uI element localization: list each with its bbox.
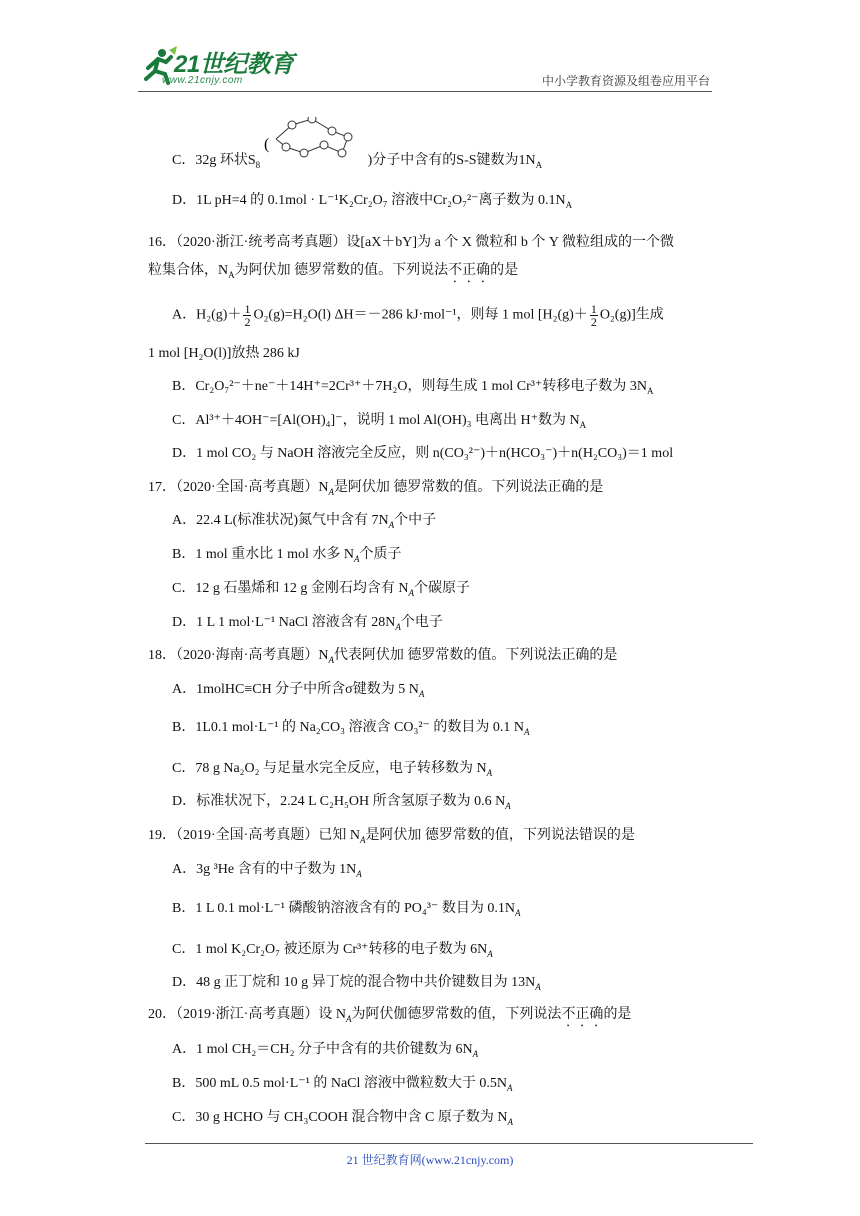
q16-option-b: B．Cr₂O₇²⁻＋ne⁻＋14H⁺=2Cr³⁺＋7H₂O，则每生成 1 mol Cr³⁺转移电子数为 $3N_A$ [172, 379, 654, 396]
q16-stem-line1: 16．（2020·浙江·统考高考真题）设[aX＋bY]为 a 个 X 微粒和 b 个 Y 微粒组成的一个微 [148, 235, 674, 250]
q18-stem: 18．（2020·海南·高考真题）$N_A$代表阿伏加 德罗常数的值。下列说法正确的是 [148, 648, 618, 665]
s8-ring-structure [264, 135, 368, 187]
q20-option-c: C．30 g HCHO 与 CH₃COOH 混合物中含 C 原子数为 $N_A$ [172, 1110, 513, 1127]
q19-option-d: D．48 g 正丁烷和 10 g 异丁烷的混合物中共价键数目为 $13N_A$ [172, 975, 541, 992]
q18-option-c: C．78 g Na₂O₂ 与足量水完全反应，电子转移数为 $N_A$ [172, 761, 493, 778]
page-header [0, 0, 860, 100]
q17-option-d: D．1 L 1 mol·L⁻¹ NaCl 溶液含有 $28N_A$个电子 [172, 615, 443, 632]
q18-option-b: B．1L0.1 mol·L⁻¹ 的 Na₂CO₃ 溶液含 CO₃²⁻ 的数目为 0.1 $N_A$ [172, 720, 530, 737]
q17-stem: 17．（2020·全国·高考真题）$N_A$是阿伏加 德罗常数的值。下列说法正确的是 [148, 480, 604, 497]
footer-divider [145, 1143, 753, 1144]
q17-option-c: C．12 g 石墨烯和 12 g 金刚石均含有 $N_A$个碳原子 [172, 581, 470, 598]
q20-option-b: B．500 mL 0.5 mol·L⁻¹ 的 NaCl 溶液中微粒数大于 $0.5N_A$ [172, 1076, 513, 1093]
logo-text: 21世纪教育 [174, 51, 294, 78]
q20-stem: 20．（2019·浙江·高考真题）设 $N_A$为阿伏伽德罗常数的值，下列说法不正确的是 [148, 1007, 632, 1024]
q16-option-c: C．Al³⁺＋4OH⁻=[Al(OH)₄]⁻，说明 1 mol Al(OH)₃ 电离出 H⁺数为 $N_A$ [172, 413, 587, 430]
fraction-half: $\frac{1}{2}$ [244, 302, 251, 329]
svg-text:(: ( [263, 136, 269, 153]
q16-option-d: D．1 mol CO₂ 与 NaOH 溶液完全反应，则 n(CO₃²⁻)＋n(HCO₃⁻)＋n(H₂CO₃)＝1 mol [172, 446, 674, 461]
platform-label: 中小学教育资源及组卷应用平台 [541, 74, 710, 88]
q17-option-a: A．22.4 L(标准状况)氮气中含有 $7N_A$个中子 [172, 513, 437, 530]
q19-option-b: B．1 L 0.1 mol·L⁻¹ 磷酸钠溶液含有的 PO₄³⁻ 数目为 $0.1N_A$ [172, 901, 521, 918]
q18-option-a: A．1molHC≡CH 分子中所含σ键数为 5 $N_A$ [172, 682, 425, 699]
q15-option-c: C．32g 环状$S_8$ ( )分子中含有的S-S键数为$1N_A$ [172, 135, 542, 187]
q15-option-d: D．1L pH=4 的 0.1mol · L⁻¹K₂Cr₂O₇ 溶液中Cr₂O₇²⁻离子数为 $0.1N_A$ [172, 193, 573, 210]
header-divider [138, 91, 712, 92]
fraction-half: $\frac{1}{2}$ [590, 302, 597, 329]
logo-url: www.21cnjy.com [162, 75, 243, 86]
q16-stem-line2: 粒集合体，$N_A$为阿伏加 德罗常数的值。下列说法不正确的是 [148, 263, 519, 280]
q18-option-d: D．标准状况下，2.24 L C₂H₅OH 所含氢原子数为 0.6 $N_A$ [172, 794, 511, 811]
q17-option-b: B．1 mol 重水比 1 mol 水多 $N_A$个质子 [172, 547, 402, 564]
footer-link[interactable]: 21 世纪教育网(www.21cnjy.com) [346, 1153, 514, 1167]
site-logo[interactable] [140, 42, 310, 92]
q19-stem: 19．（2019·全国·高考真题）已知 $N_A$是阿伏加 德罗常数的值，下列说法错误的是 [148, 828, 635, 845]
q19-option-c: C．1 mol K₂Cr₂O₇ 被还原为 Cr³⁺转移的电子数为 $6N_A$ [172, 942, 493, 959]
q16-option-a: A．H₂(g)＋ $\frac{1}{2}$ O₂(g)=H₂O(l) ΔH＝－286 kJ·mol⁻¹，则每 1 mol [H₂(g)＋ $\frac{1}{2}$ O₂(g)]生成 [172, 302, 664, 329]
q20-option-a: A．1 mol CH₂＝CH₂ 分子中含有的共价键数为 $6N_A$ [172, 1042, 479, 1059]
q16-option-a-cont: 1 mol [H₂O(l)]放热 286 kJ [148, 346, 300, 361]
q19-option-a: A．3g ³He 含有的中子数为 $1N_A$ [172, 862, 362, 879]
